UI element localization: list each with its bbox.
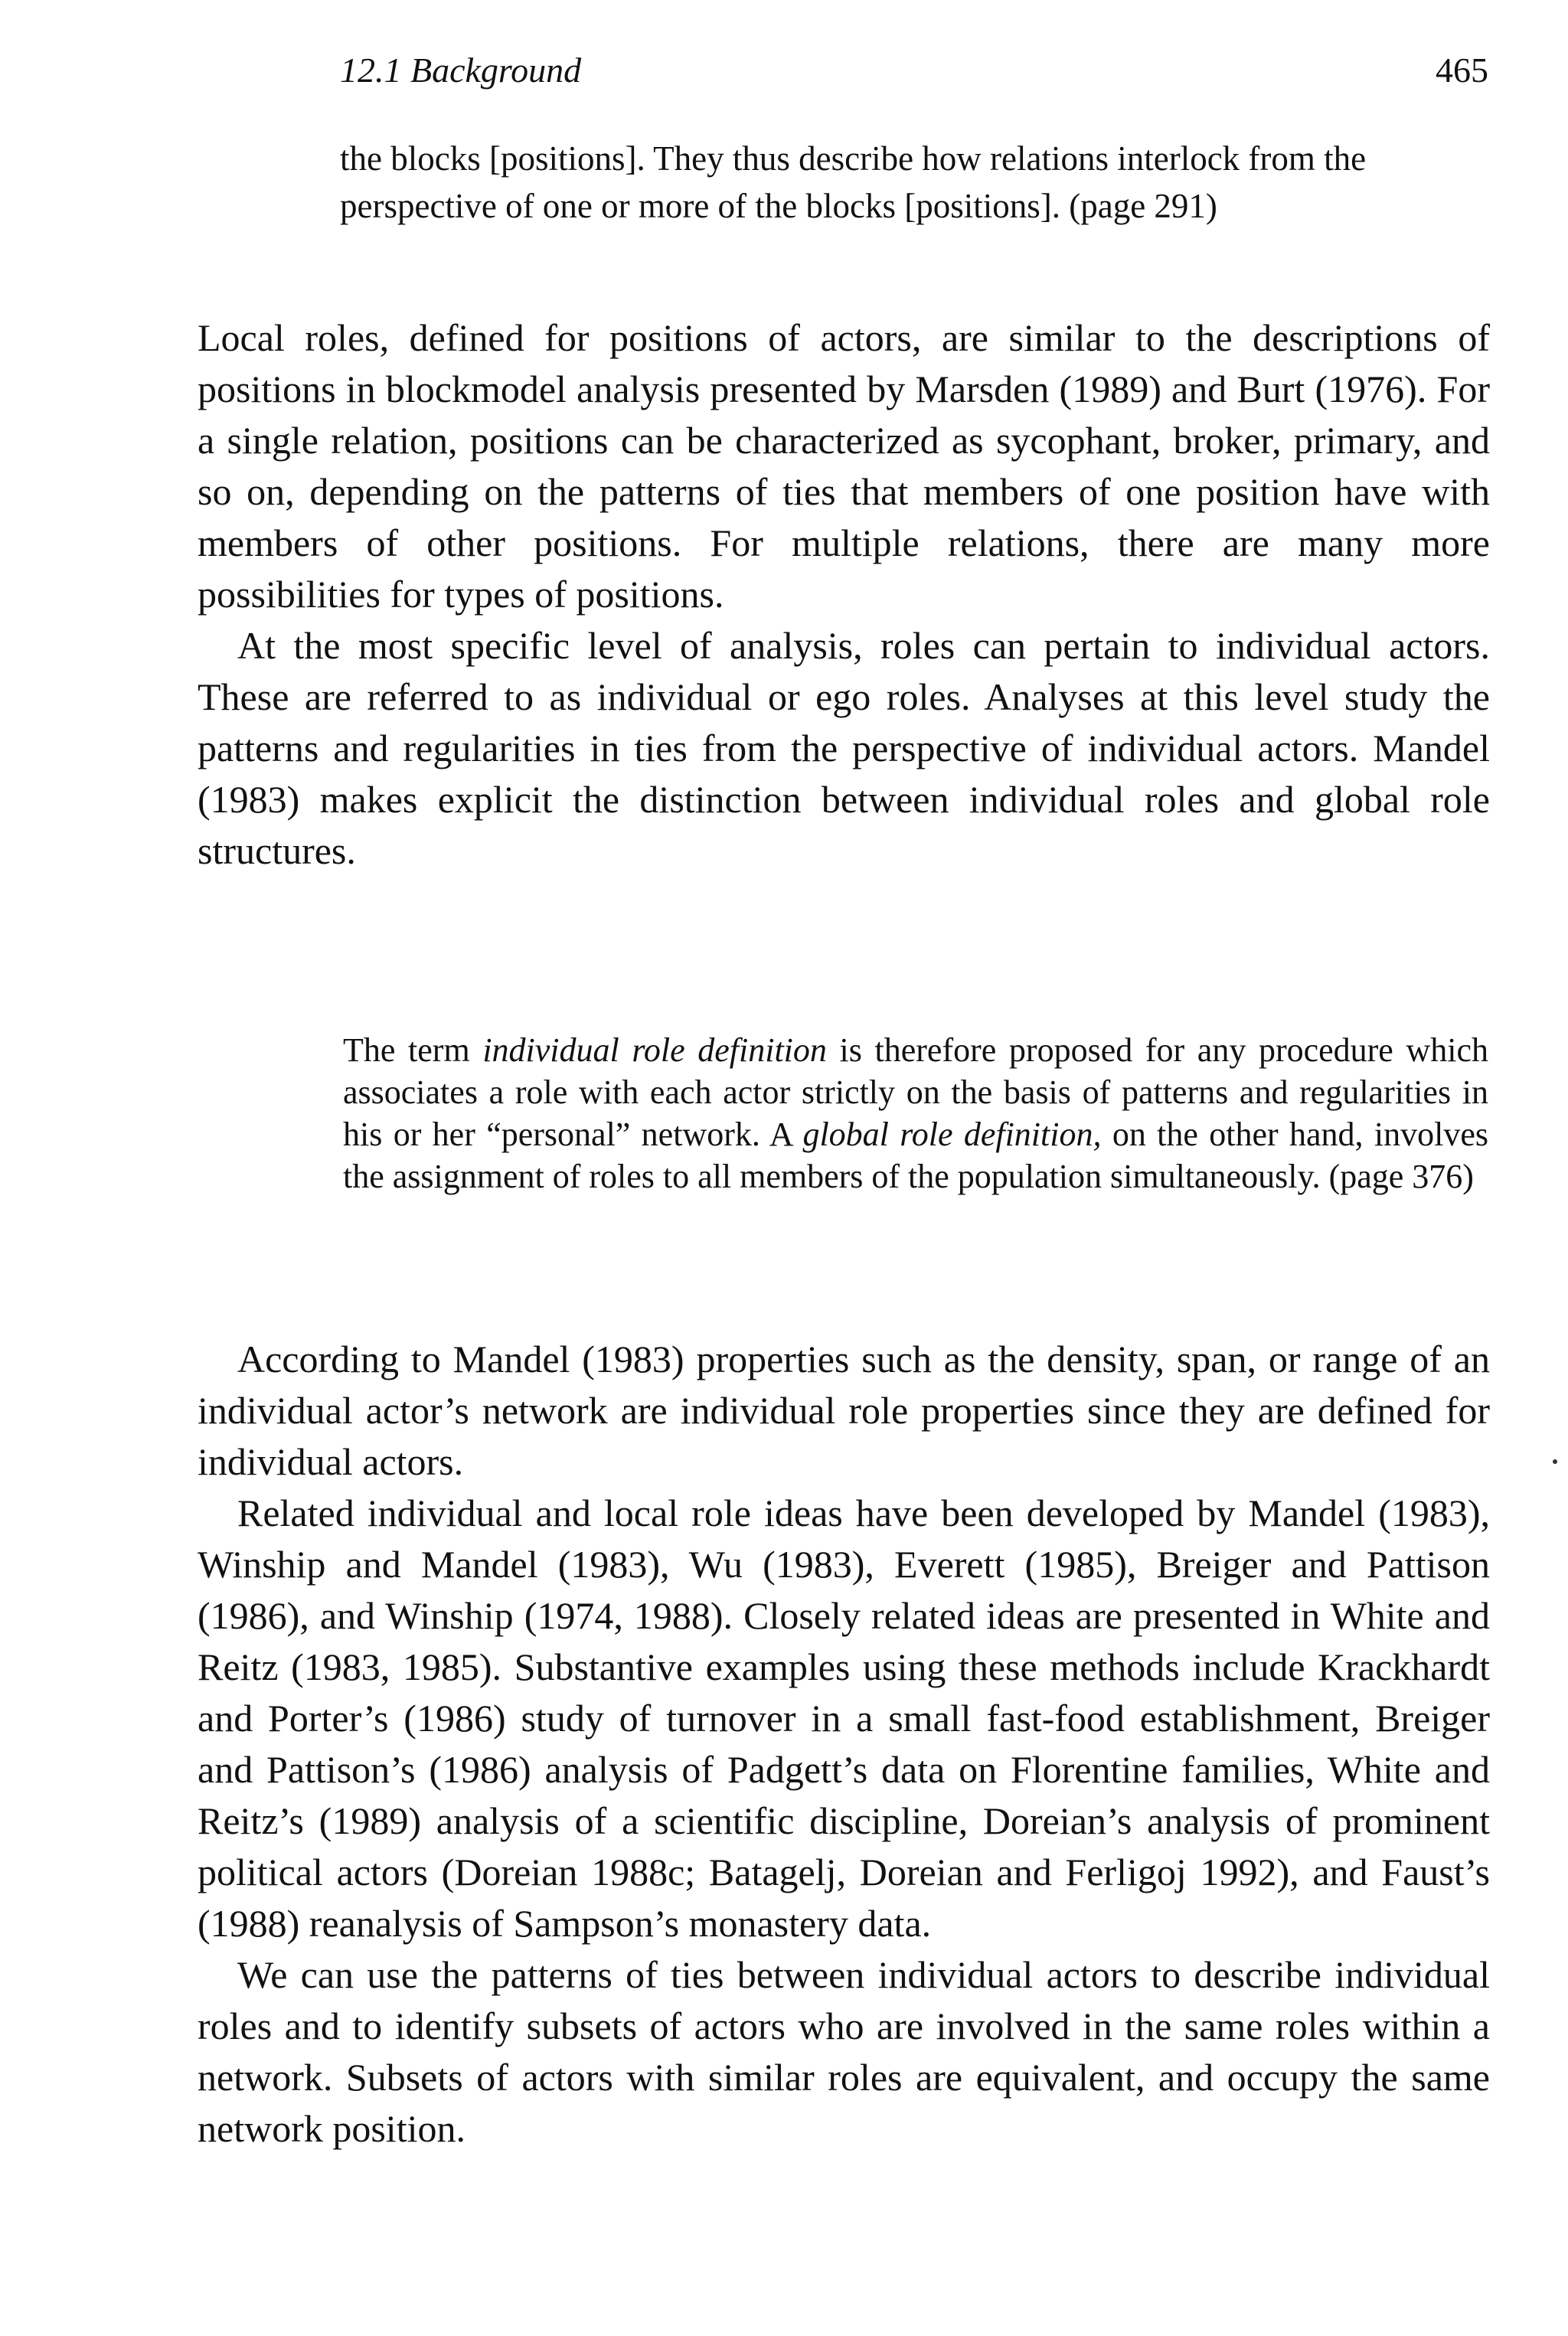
block-quote-continued: the blocks [positions]. They thus describe how relations interlock from the perspective of one or more of the blocks [positions]. (page 291)	[340, 139, 1367, 225]
quote-text-part-1: The term	[343, 1031, 483, 1069]
paragraph-local-roles: Local roles, defined for positions of actors, are similar to the descriptions of positions in blockmodel analysis presented by Marsden (1989) and Burt (1976). For a single relation, positions can be characterized as sycophant, broker, primary, and so on, depending on the patterns of ties that members of one position have with members of other positions. For multiple relations, there are many more possibilities for types of positions.	[198, 316, 1490, 616]
paragraph-related-ideas: Related individual and local role ideas have been developed by Mandel (1983), Winship and Mandel (1983), Wu (1983), Everett (1985), Breiger and Pattison (1986), and Winship (1974, 1988). Closely related ideas are presented in White and Reitz (1983, 1985). Substantive examples using these methods include Krackhardt and Porter’s (1986) study of turnover in a small fast-food establishment, Breiger and Pattison’s (1986) analysis of Padgett’s data on Florentine families, White and Reitz’s (1989) analysis of a scientific discipline, Doreian’s analysis of prominent political actors (Doreian 1988c; Batagelj, Doreian and Ferligoj 1992), and Faust’s (1988) reanalysis of Sampson’s monastery data.	[198, 1491, 1490, 1945]
quote-text-part-2: is therefore proposed for any procedure which associates a role with each actor strictly on the basis of patterns and regularities in his or her “personal” network. A	[343, 1031, 1488, 1153]
stray-ink-mark	[1553, 1459, 1557, 1464]
page-number: 465	[1436, 51, 1488, 90]
quote-term-individual: individual role definition	[482, 1031, 827, 1069]
quote-text-part-3: on the other hand, involves the assignment of roles to all members of the population simultaneously. (page 376)	[343, 1116, 1488, 1195]
paragraph-mandel-properties: According to Mandel (1983) properties such as the density, span, or range of an individual actor’s network are individual role properties since they are defined for individual actors.	[198, 1338, 1490, 1483]
quote-term-global: global role definition,	[802, 1116, 1102, 1153]
section-title: 12.1 Background	[340, 51, 582, 90]
body-section-2	[198, 1334, 1490, 2155]
body-section-1	[198, 312, 1490, 877]
running-head	[340, 47, 1488, 93]
paragraph-individual-roles: At the most specific level of analysis, roles can pertain to individual actors. These are referred to as individual or ego roles. Analyses at this level study the patterns and regularities in ties from the perspective of individual actors. Mandel (1983) makes explicit the distinction between individual roles and global role structures.	[198, 624, 1490, 872]
block-quote-mandel	[343, 1029, 1488, 1197]
paragraph-patterns-of-ties: We can use the patterns of ties between individual actors to describe individual roles and to identify subsets of actors who are involved in the same roles within a network. Subsets of actors with similar roles are equivalent, and occupy the same network position.	[198, 1953, 1490, 2150]
